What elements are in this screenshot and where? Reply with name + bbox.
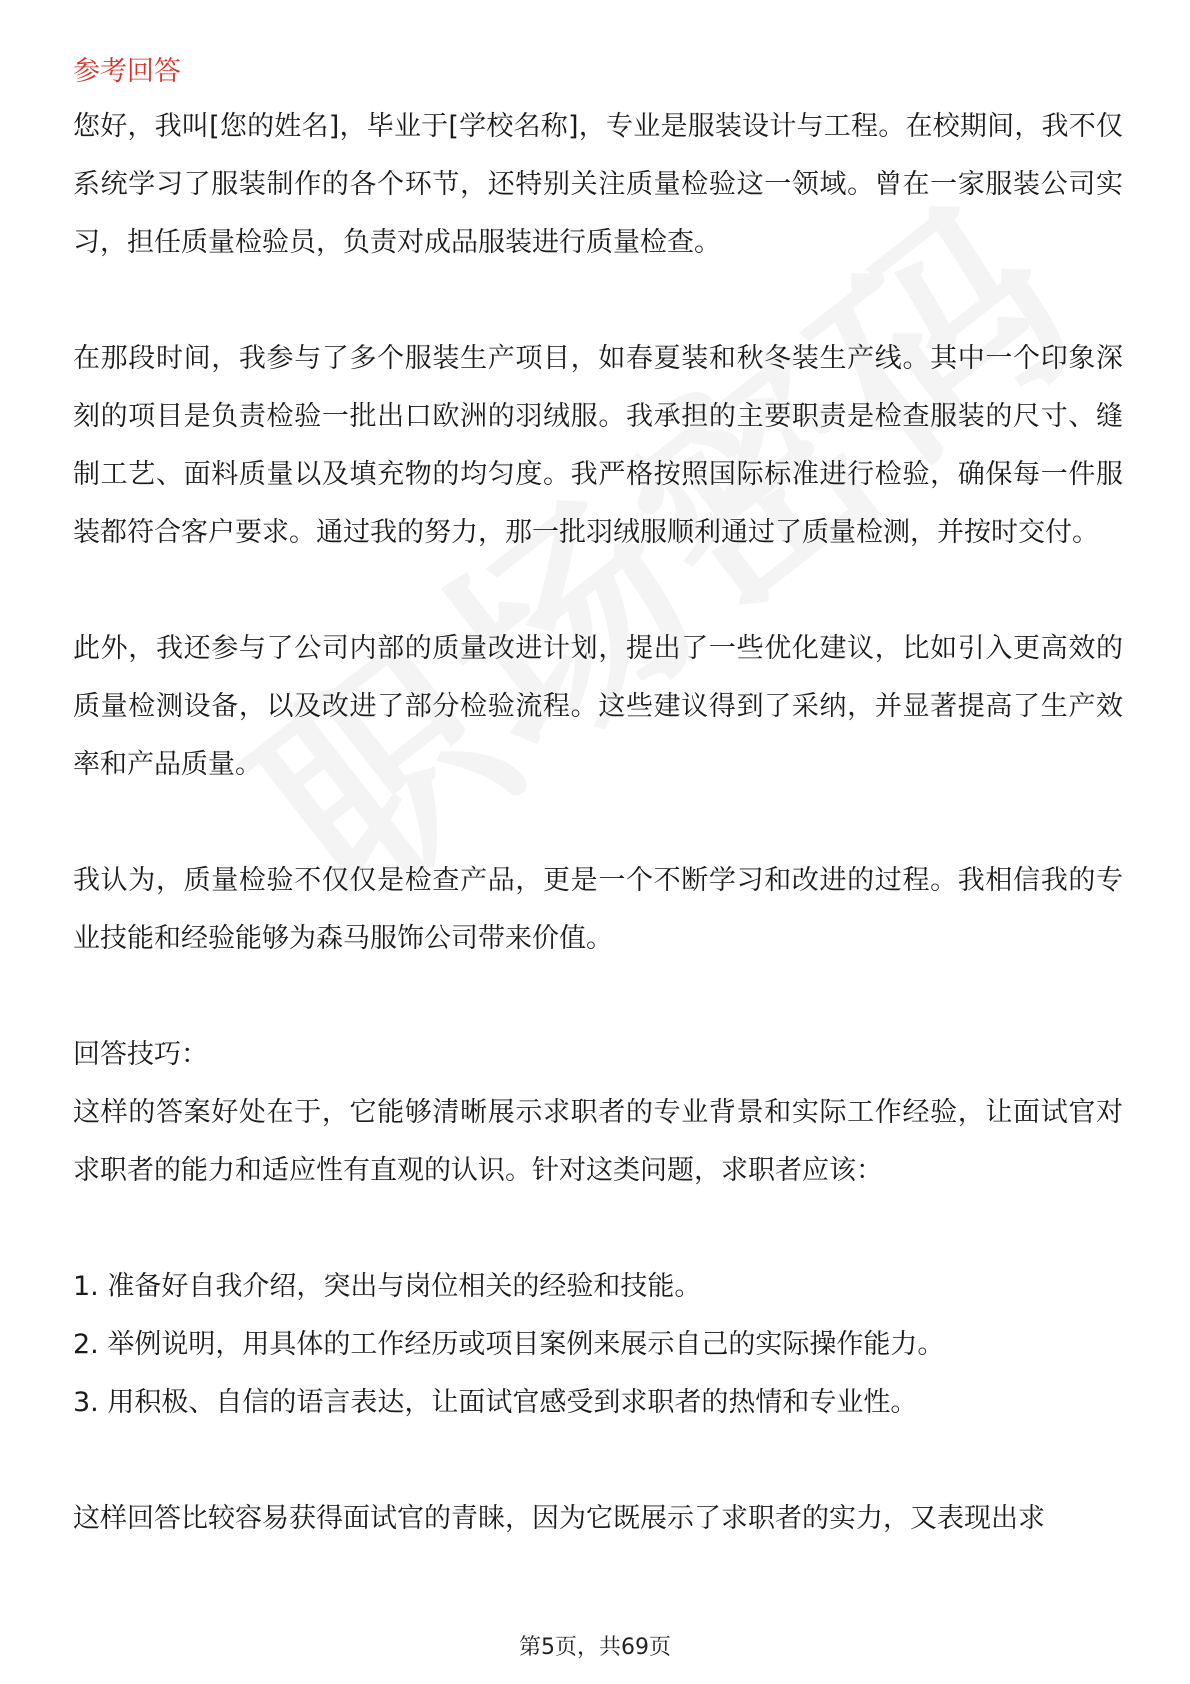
answer-paragraph-1: 您好，我叫[您的姓名]，毕业于[学校名称]，专业是服装设计与工程。在校期间，我不仅系统学习了服装制作的各个环节，还特别关注质量检验这一领域。曾在一家服装公司实习，担任质量检验员，负责对成品服装进行质量检查。	[73, 111, 1123, 258]
tips-list	[73, 1258, 1123, 1432]
tips-list-item: 1. 准备好自我介绍，突出与岗位相关的经验和技能。	[73, 1271, 702, 1302]
closing-paragraph: 这样回答比较容易获得面试官的青睐，因为它既展示了求职者的实力，又表现出求	[73, 1503, 1045, 1534]
section-title: 参考回答	[73, 56, 181, 87]
answer-paragraph-3: 此外，我还参与了公司内部的质量改进计划，提出了一些优化建议，比如引入更高效的质量检测设备，以及改进了部分检验流程。这些建议得到了采纳，并显著提高了生产效率和产品质量。	[73, 633, 1123, 780]
tips-intro: 这样的答案好处在于，它能够清晰展示求职者的专业背景和实际工作经验，让面试官对求职者的能力和适应性有直观的认识。针对这类问题，求职者应该：	[73, 1097, 1123, 1186]
answer-paragraph-2: 在那段时间，我参与了多个服装生产项目，如春夏装和秋冬装生产线。其中一个印象深刻的项目是负责检验一批出口欧洲的羽绒服。我承担的主要职责是检查服装的尺寸、缝制工艺、面料质量以及填充物的均匀度。我严格按照国际标准进行检验，确保每一件服装都符合客户要求。通过我的努力，那一批羽绒服顺利通过了质量检测，并按时交付。	[73, 343, 1123, 548]
tips-list-item: 3. 用积极、自信的语言表达，让面试官感受到求职者的热情和专业性。	[73, 1387, 918, 1418]
page-number: 第5页，共69页	[519, 1635, 671, 1660]
tips-list-item: 2. 举例说明，用具体的工作经历或项目案例来展示自己的实际操作能力。	[73, 1329, 945, 1360]
tips-label: 回答技巧：	[73, 1039, 208, 1070]
document-body	[73, 46, 1123, 1548]
answer-paragraph-4: 我认为，质量检验不仅仅是检查产品，更是一个不断学习和改进的过程。我相信我的专业技能和经验能够为森马服饰公司带来价值。	[73, 865, 1123, 954]
